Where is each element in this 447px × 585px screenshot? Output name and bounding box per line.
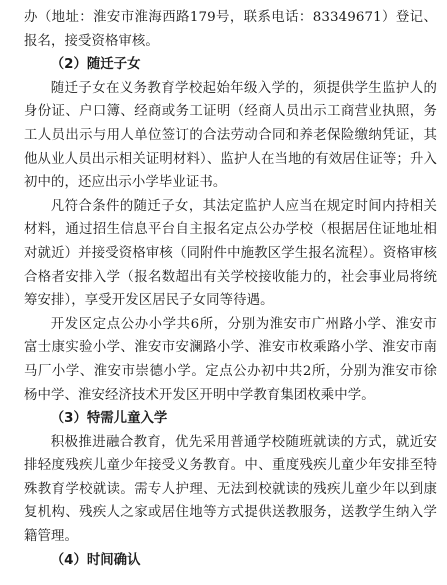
paragraph-designated-schools: 开发区定点公办小学共6所，分别为淮安市广州路小学、淮安市富士康实验小学、淮安市安澜路小学、淮安市枚乘路小学、淮安市南马厂小学、淮安市崇德小学。定点公办初中共2所，分别为淮安市徐杨中学、淮安经济技术开发区开明中学教育集团枚乘中学。 xyxy=(24,316,437,403)
paragraph-migrant-enrollment: 凡符合条件的随迁子女，其法定监护人应当在规定时间内持相关材料，通过招生信息平台自主报名定点公办学校（根据居住证地址相对就近）并接受资格审核（同附件中施教区学生报名流程）。资格审核合格者安排入学（报名数超出有关学校接收能力的，社会事业局将统筹安排），享受开发区居民子女同等待遇。 xyxy=(24,198,437,309)
heading-special-needs: （3）特需儿童入学 xyxy=(50,411,168,427)
paragraph-migrant-documents: 随迁子女在义务教育学校起始年级入学的，须提供学生监护人的身份证、户口簿、经商或务工证明（经商人员出示工商营业执照，务工人员出示与用人单位签订的合法劳动合同和养老保险缴纳凭证，其他从业人员出示相关证明材料）、监护人在当地的有效居住证等；升入初中的，还应出示小学毕业证书。 xyxy=(24,80,437,191)
paragraph-registration: 办（地址：淮安市淮海西路179号，联系电话：83349671）登记、报名，接受资格审核。 xyxy=(24,10,437,49)
heading-migrant-children: （2）随迁子女 xyxy=(50,57,141,73)
paragraph-inclusive-education: 积极推进融合教育，优先采用普通学校随班就读的方式，就近安排轻度残疾儿童少年接受义务教育。中、重度残疾儿童少年安排至特殊教育学校就读。需专人护理、无法到校就读的残疾儿童少年以到康复机构、残疾人之家或居住地等方式提供送教服务，送教学生纳入学籍管理。 xyxy=(24,434,437,545)
heading-time-confirmation: （4）时间确认 xyxy=(50,552,141,568)
